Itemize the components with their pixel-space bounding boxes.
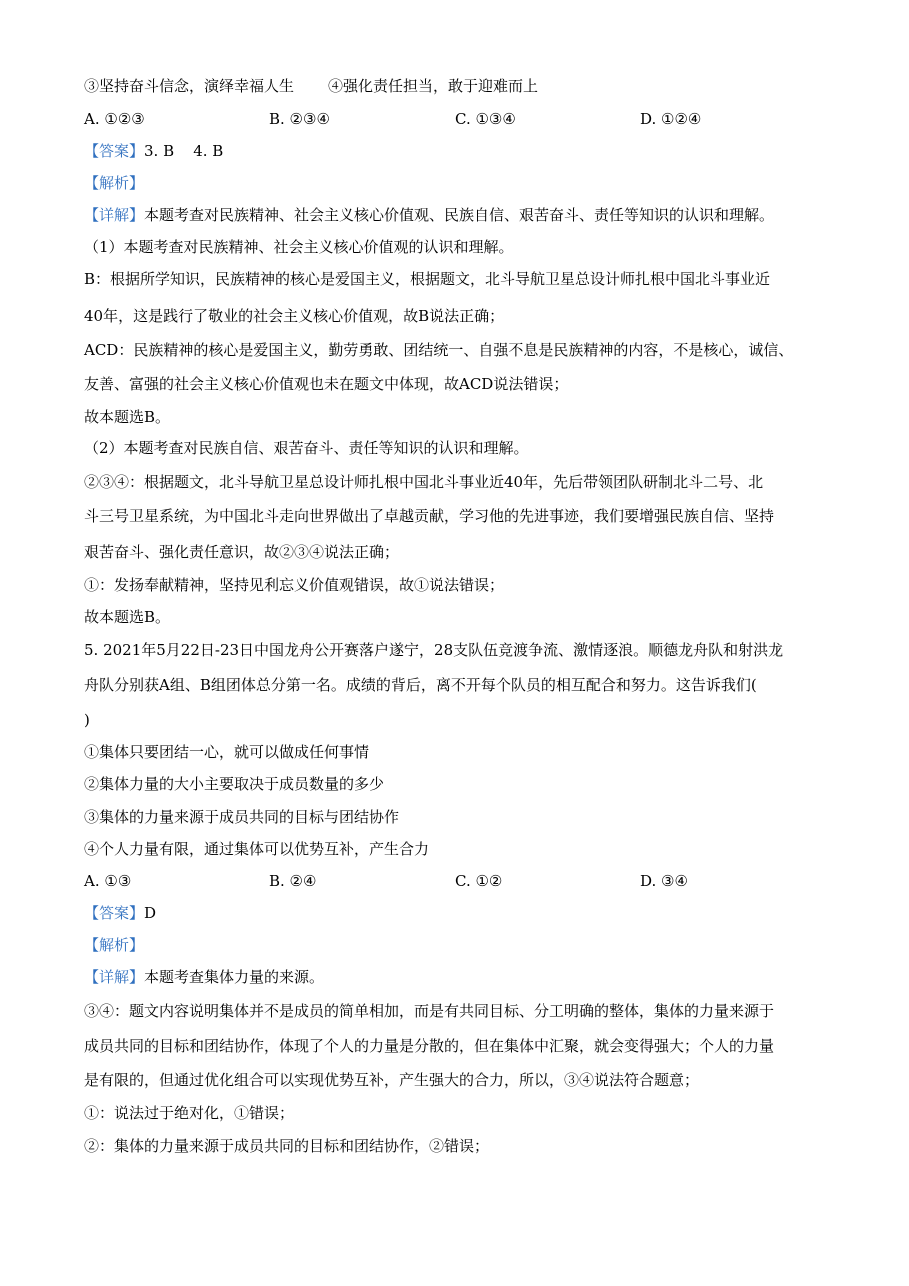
option-a: A. ①②③: [84, 110, 145, 128]
option-b: B. ②③④: [269, 110, 330, 128]
paragraph-line: ①：说法过于绝对化，①错误；: [84, 1104, 295, 1122]
detail-line: [84, 204, 844, 226]
paragraph-line: 成员共同的目标和团结协作，体现了个人的力量是分散的，但在集体中汇聚，就会变得强大；个人的力量: [84, 1037, 775, 1055]
detail-text: 本题考查集体力量的来源。: [144, 968, 325, 986]
question-5-stem: 舟队分别获A组、B组团体总分第一名。成绩的背后，离不开每个队员的相互配合和努力。这告诉我们(: [84, 676, 757, 694]
options-row-q4: [84, 108, 844, 130]
conclusion-line: 故本题选B。: [84, 408, 171, 426]
conclusion-line: 故本题选B。: [84, 608, 171, 626]
paragraph-line: ACD：民族精神的核心是爱国主义，勤劳勇敢、团结统一、自强不息是民族精神的内容，不是核心，诚信、: [84, 341, 794, 359]
question-5-stem: 5. 2021年5月22日-23日中国龙舟公开赛落户遂宁，28支队伍竞渡争流、激情逐浪。顺德龙舟队和射洪龙: [84, 641, 784, 659]
option-d: D. ③④: [640, 872, 688, 890]
option-d: D. ①②④: [640, 110, 702, 128]
analysis-tag: 【解析】: [84, 936, 145, 954]
paragraph-line: ②：集体的力量来源于成员共同的目标和团结协作，②错误；: [84, 1137, 490, 1155]
detail-tag: 【详解】: [84, 968, 145, 986]
paragraph-line: ①：发扬奉献精神，坚持见利忘义价值观错误，故①说法错误；: [84, 576, 505, 594]
statement-3: ③集体的力量来源于成员共同的目标与团结协作: [84, 808, 400, 826]
statement-4: ④个人力量有限，通过集体可以优势互补，产生合力: [84, 840, 430, 858]
sub-question-2-head: （2）本题考查对民族自信、艰苦奋斗、责任等知识的认识和理解。: [84, 439, 529, 457]
analysis-heading: [84, 172, 844, 194]
options-row-q5: [84, 870, 844, 892]
detail-text: 本题考查对民族精神、社会主义核心价值观、民族自信、艰苦奋斗、责任等知识的认识和理解。: [144, 206, 775, 224]
sub-question-1-head: （1）本题考查对民族精神、社会主义核心价值观的认识和理解。: [84, 238, 514, 256]
paragraph-line: 是有限的，但通过优化组合可以实现优势互补，产生强大的合力，所以，③④说法符合题意；: [84, 1071, 700, 1089]
statement-2: ②集体力量的大小主要取决于成员数量的多少: [84, 775, 385, 793]
analysis-tag: 【解析】: [84, 174, 145, 192]
answer-tag: 【答案】: [84, 904, 145, 922]
answer-text: D: [144, 904, 157, 922]
paragraph-line: 艰苦奋斗、强化责任意识，故②③④说法正确；: [84, 543, 400, 561]
statement-4: ④强化责任担当，敢于迎难而上: [328, 77, 539, 95]
detail-line: [84, 966, 844, 988]
option-b: B. ②④: [269, 872, 317, 890]
answer-tag: 【答案】: [84, 142, 145, 160]
answer-5: [84, 902, 844, 924]
paragraph-line: 斗三号卫星系统，为中国北斗走向世界做出了卓越贡献，学习他的先进事迹，我们要增强民族自信、坚持: [84, 507, 775, 525]
statement-3: ③坚持奋斗信念，演绎幸福人生: [84, 77, 295, 95]
paragraph-line: B：根据所学知识，民族精神的核心是爱国主义，根据题文，北斗导航卫星总设计师扎根中国北斗事业近: [84, 270, 771, 288]
statement-3-4: [84, 75, 844, 97]
detail-tag: 【详解】: [84, 206, 145, 224]
paragraph-line: ③④：题文内容说明集体并不是成员的简单相加，而是有共同目标、分工明确的整体，集体的力量来源于: [84, 1002, 775, 1020]
analysis-heading: [84, 934, 844, 956]
question-5-stem: ): [84, 711, 90, 729]
statement-1: ①集体只要团结一心，就可以做成任何事情: [84, 743, 370, 761]
option-a: A. ①③: [84, 872, 132, 890]
answer-text: 3. B 4. B: [144, 142, 224, 160]
paragraph-line: ②③④：根据题文，北斗导航卫星总设计师扎根中国北斗事业近40年，先后带领团队研制北斗二号、北: [84, 473, 764, 491]
answer-3-4: [84, 140, 844, 162]
paragraph-line: 40年，这是践行了敬业的社会主义核心价值观，故B说法正确；: [84, 307, 505, 325]
paragraph-line: 友善、富强的社会主义核心价值观也未在题文中体现，故ACD说法错误；: [84, 375, 569, 393]
option-c: C. ①②: [455, 872, 503, 890]
option-c: C. ①③④: [455, 110, 516, 128]
